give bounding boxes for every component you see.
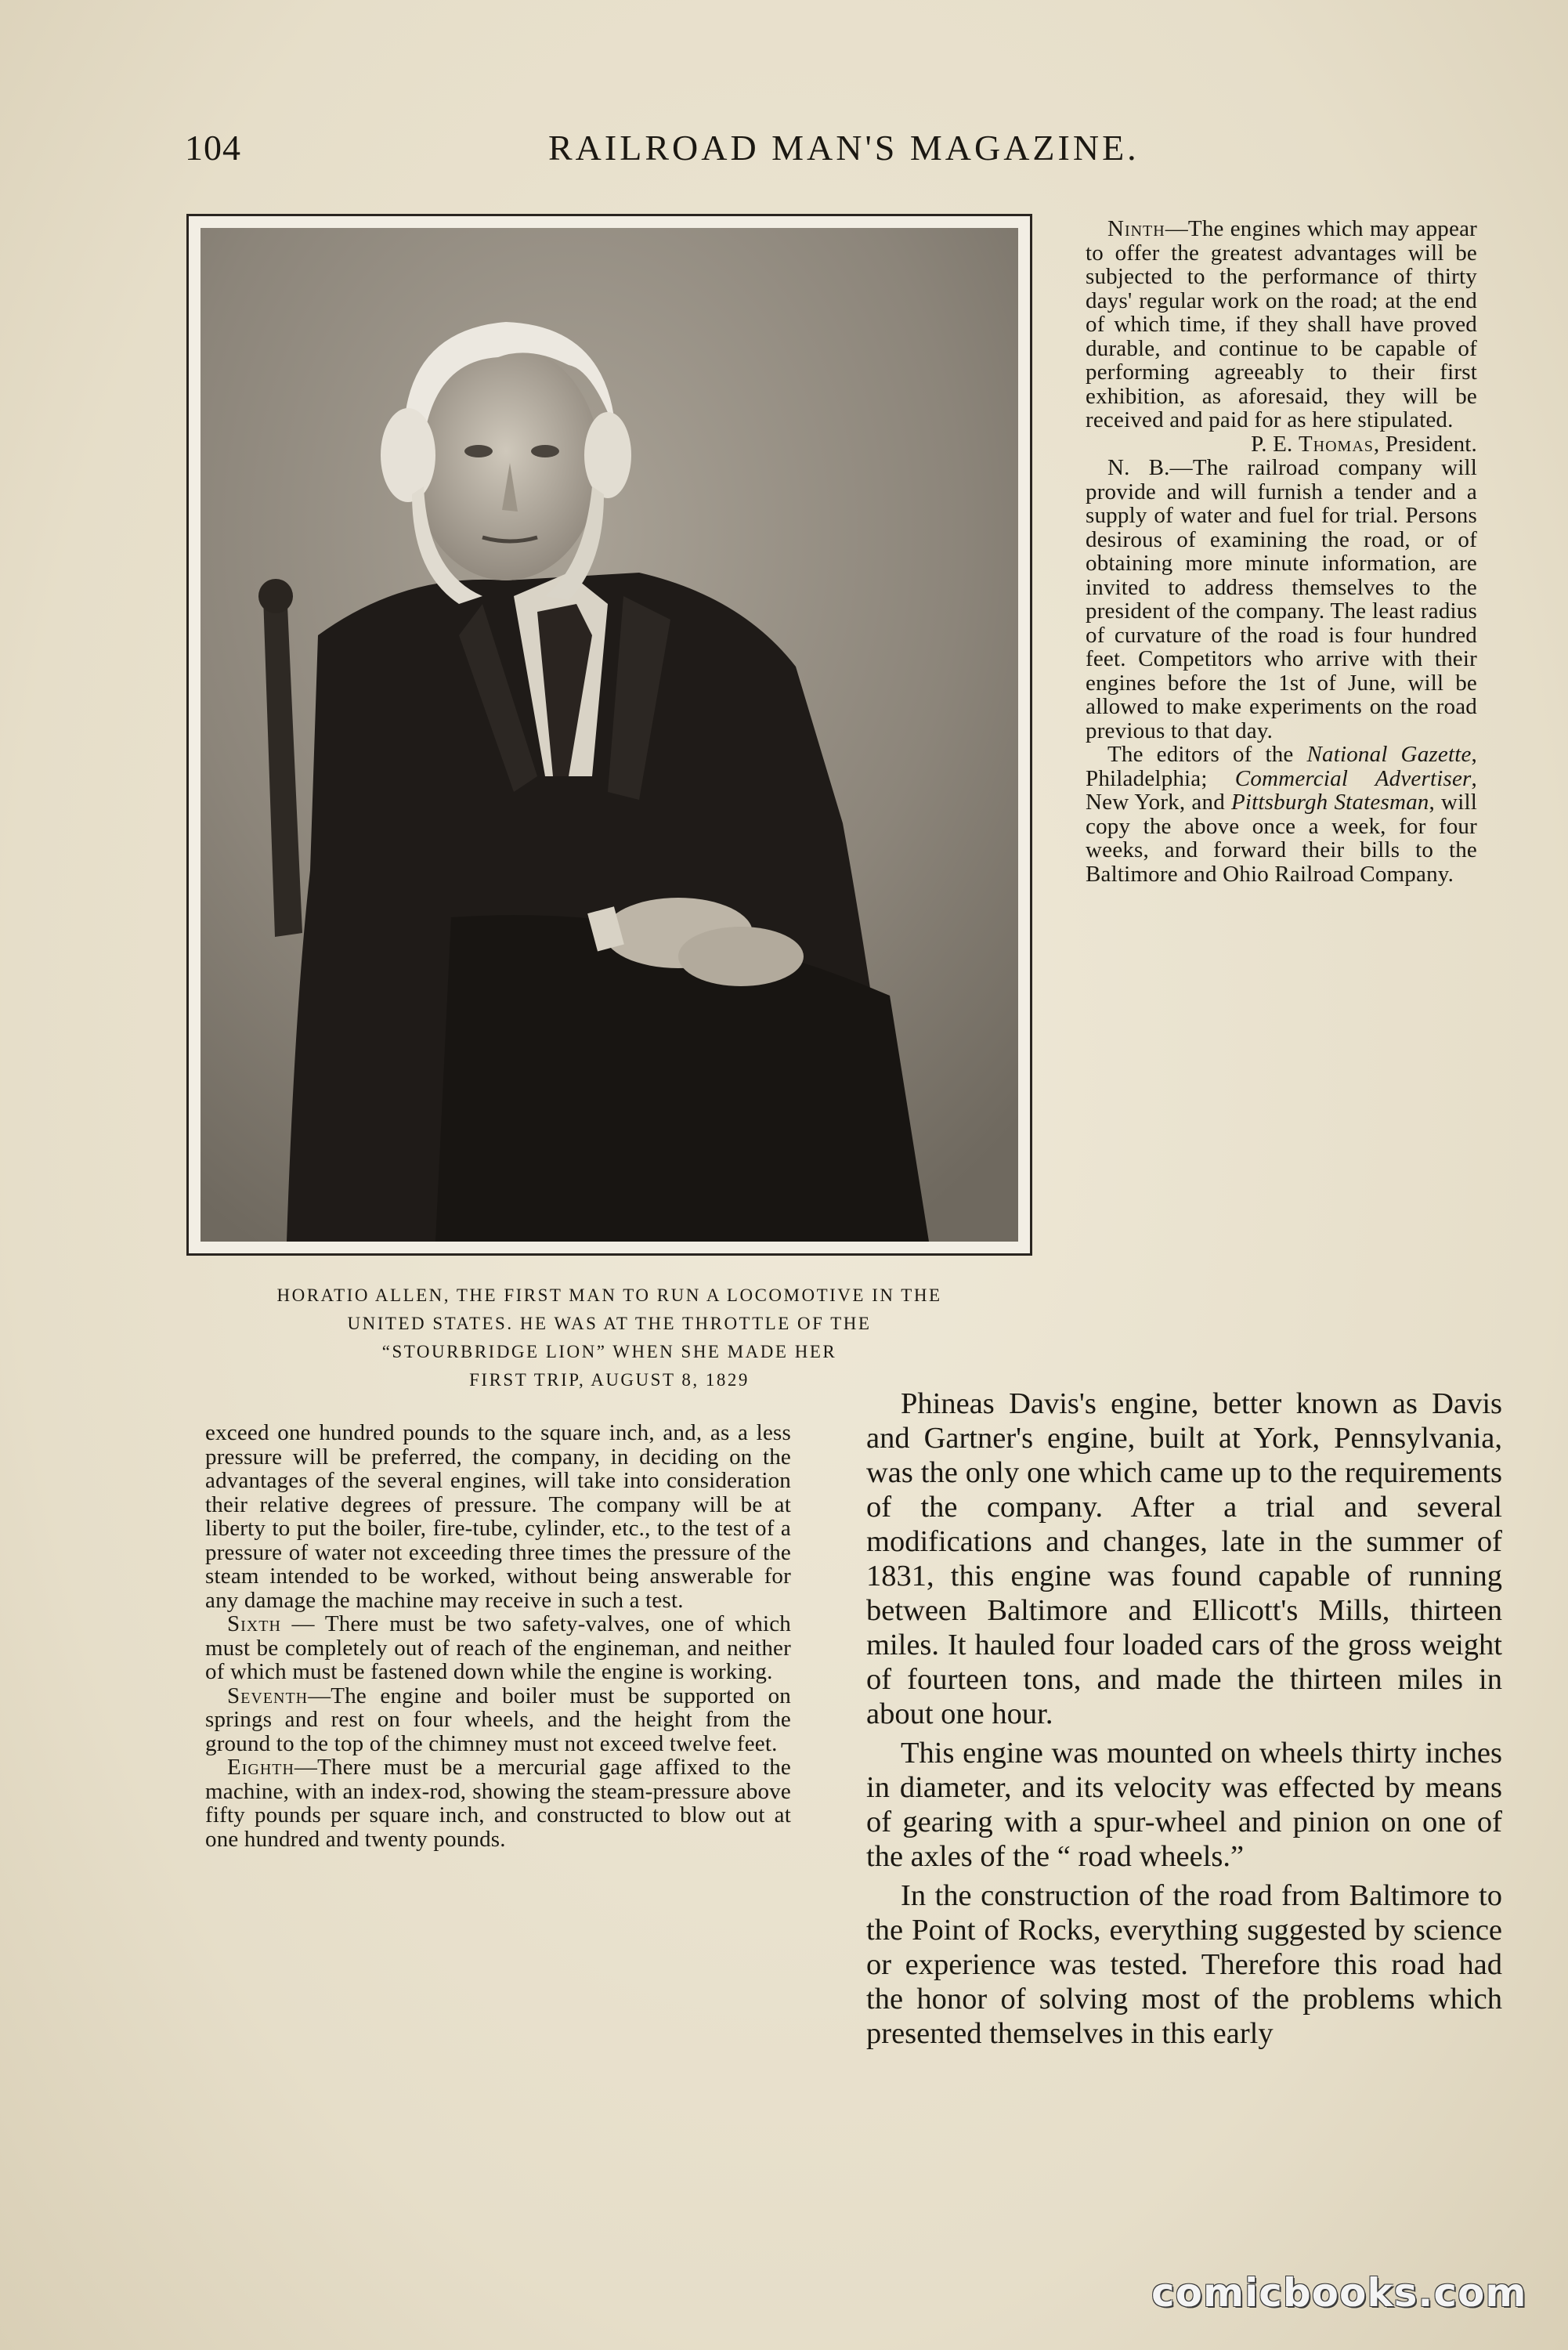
signature-line: P. E. Thomas, President. [1251, 431, 1477, 457]
seventh-paragraph: Seventh—The engine and boiler must be supported on springs and rest on four wheels, and the height from the ground to the top of the chimney must not exceed twelve feet. [205, 1683, 791, 1756]
watermark: comicbooks.com [1151, 2270, 1527, 2316]
page-number: 104 [185, 128, 241, 168]
left-column [205, 1421, 791, 1851]
right-main-column [866, 1386, 1502, 2051]
continued-paragraph: exceed one hundred pounds to the square inch, and, as a less pressure will be preferred, the company, in deciding on the advantages of the several engines, will take into consideration their relative degrees of pressure. The company will be at liberty to put the boiler, fire-tube, cylinder, etc., to the test of a pressure of water not exceeding three times the pressure of the steam intended to be worked, without being answerable for any damage the machine may receive in such a test. [205, 1420, 791, 1613]
ninth-paragraph: Ninth—The engines which may appear to offer the greatest advantages will be subjected to the performance of thirty days' regular work on the road; at the end of which time, if they shall have proved durable, and continue to be capable of performing agreeably to their first exhibition, as aforesaid, they will be received and paid for as here stipulated. [1086, 216, 1477, 432]
body-paragraph: Phineas Davis's engine, better known as Davis and Gartner's engine, built at York, Pennsylvania, was the only one which came up to the requirements of the company. After a trial and several modifications and changes, late in the summer of 1831, this engine was found capable of running between Baltimore and Ellicott's Mills, thirteen miles. It hauled four loaded cars of the gross weight of fourteen tons, and made the thirteen miles in about one hour. [866, 1387, 1502, 1730]
right-narrow-column [1086, 217, 1477, 886]
figure-caption [186, 1282, 1032, 1394]
caption-line: “STOURBRIDGE LION” WHEN SHE MADE HER [381, 1342, 837, 1361]
eighth-paragraph: Eighth—There must be a mercurial gage affixed to the machine, with an index-rod, showing the steam-pressure above fifty pounds per square inch, and constructed to blow out at one hundred and twenty pounds. [205, 1755, 791, 1852]
nota-bene-paragraph: N. B.—The railroad company will provide and will furnish a tender and a supply of water and fuel for trial. Persons desirous of examining the road, or of obtaining more minute information, are invited to address themselves to the president of the company. The least radius of curvature of the road is four hundred feet. Competitors who arrive with their engines before the 1st of June, will be allowed to make experiments on the road previous to that day. [1086, 455, 1477, 743]
running-head: RAILROAD MAN'S MAGAZINE. [548, 128, 1140, 168]
caption-line: UNITED STATES. HE WAS AT THE THROTTLE OF THE [347, 1314, 872, 1333]
editors-paragraph: The editors of the National Gazette, Philadelphia; Commercial Advertiser, New York, and Pittsburgh Statesman, will copy the above once a week, for four weeks, and forward their bills to the Baltimore and Ohio Railroad Company. [1086, 742, 1477, 887]
portrait-photo [186, 214, 1032, 1256]
caption-line: HORATIO ALLEN, THE FIRST MAN TO RUN A LOCOMOTIVE IN THE [276, 1285, 942, 1305]
portrait-illustration [201, 228, 1018, 1242]
sixth-paragraph: Sixth — There must be two safety-valves, one of which must be completely out of reach of the engineman, and neither of which must be fastened down while the engine is working. [205, 1611, 791, 1684]
body-paragraph: In the construction of the road from Baltimore to the Point of Rocks, everything suggested by science or experience was tested. Therefore this road had the honor of solving most of the problems which presented themselves in this early [866, 1879, 1502, 2050]
caption-line: FIRST TRIP, AUGUST 8, 1829 [469, 1370, 750, 1390]
body-paragraph: This engine was mounted on wheels thirty inches in diameter, and its velocity was effected by means of gearing with a spur-wheel and pinion on one of the axles of the “ road wheels.” [866, 1737, 1502, 1873]
